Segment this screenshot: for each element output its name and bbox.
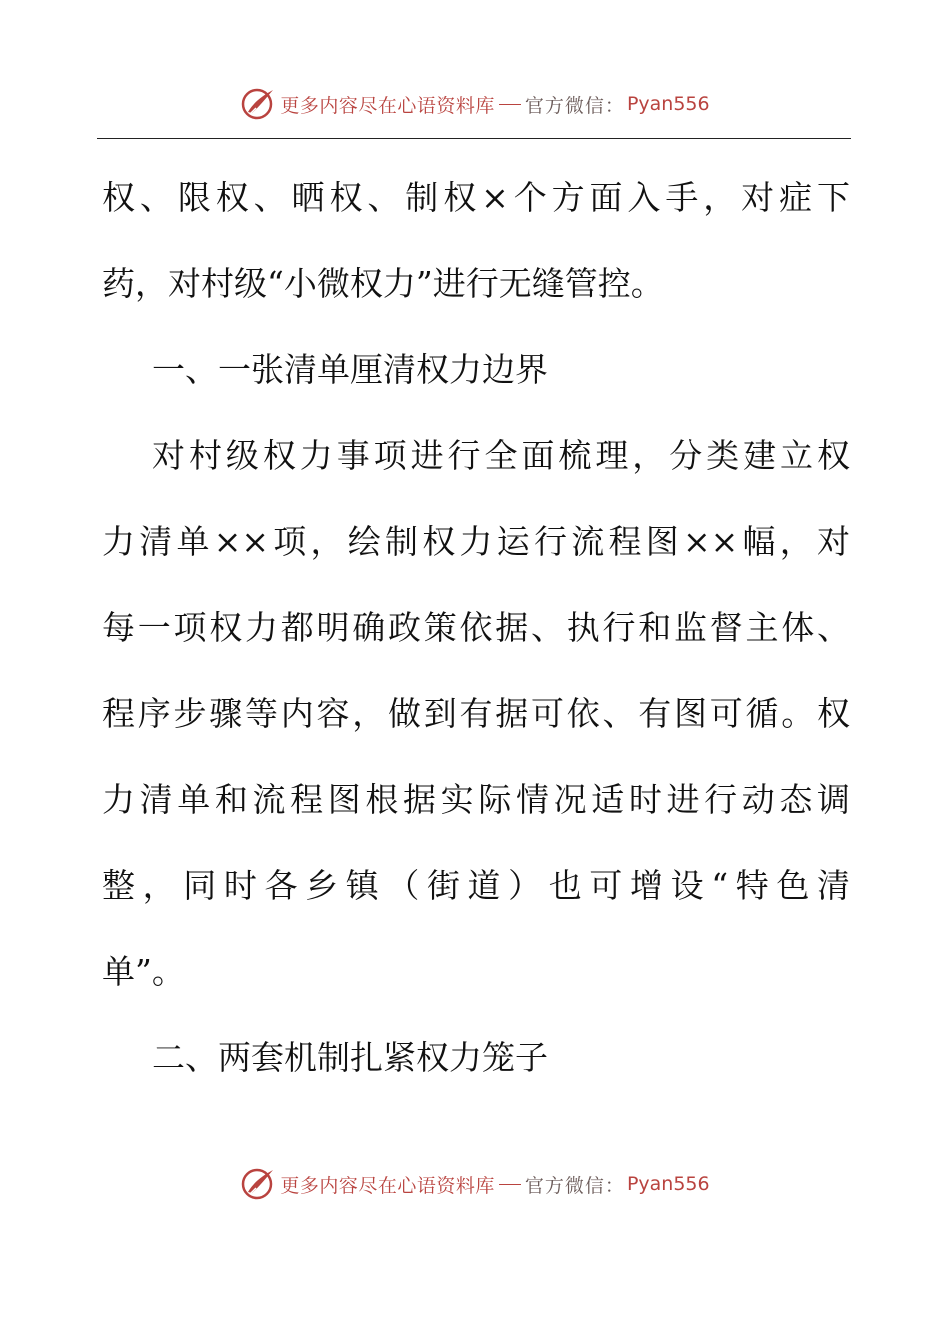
footer-banner — [0, 1164, 950, 1204]
section-heading-1: 一、一张清单厘清权力边界 — [152, 350, 548, 389]
body-line-3: 对村级权力事项进行全面梳理，分类建立权 — [152, 436, 850, 475]
quill-logo-icon — [240, 1166, 276, 1202]
body-line-6: 程序步骤等内容，做到有据可依、有图可循。权 — [102, 694, 850, 733]
banner-account: Pyan556 — [626, 93, 710, 115]
quill-logo-icon — [240, 86, 276, 122]
banner-brand-text: 更多内容尽在心语资料库 — [280, 1174, 495, 1197]
body-line-4: 力清单××项，绘制权力运行流程图××幅，对 — [102, 522, 850, 561]
banner-brand-text: 更多内容尽在心语资料库 — [280, 94, 495, 117]
header-banner — [0, 84, 950, 124]
body-line-7: 力清单和流程图根据实际情况适时进行动态调 — [102, 780, 850, 819]
banner-wechat-label: 官方微信： — [524, 1174, 625, 1197]
body-line-1: 权、限权、晒权、制权×个方面入手，对症下 — [102, 178, 850, 217]
banner-account: Pyan556 — [626, 1173, 710, 1195]
body-line-2: 药，对村级“小微权力”进行无缝管控。 — [102, 264, 664, 303]
document-body — [102, 155, 850, 1101]
header-rule — [97, 138, 851, 139]
banner-wechat-label: 官方微信： — [524, 94, 625, 117]
banner-dash — [499, 1184, 521, 1185]
body-line-8: 整，同时各乡镇（街道）也可增设“特色清 — [102, 866, 850, 905]
body-line-9: 单”。 — [102, 952, 185, 991]
body-line-5: 每一项权力都明确政策依据、执行和监督主体、 — [102, 608, 850, 647]
banner-dash — [499, 104, 521, 105]
section-heading-2: 二、两套机制扎紧权力笼子 — [152, 1038, 548, 1077]
